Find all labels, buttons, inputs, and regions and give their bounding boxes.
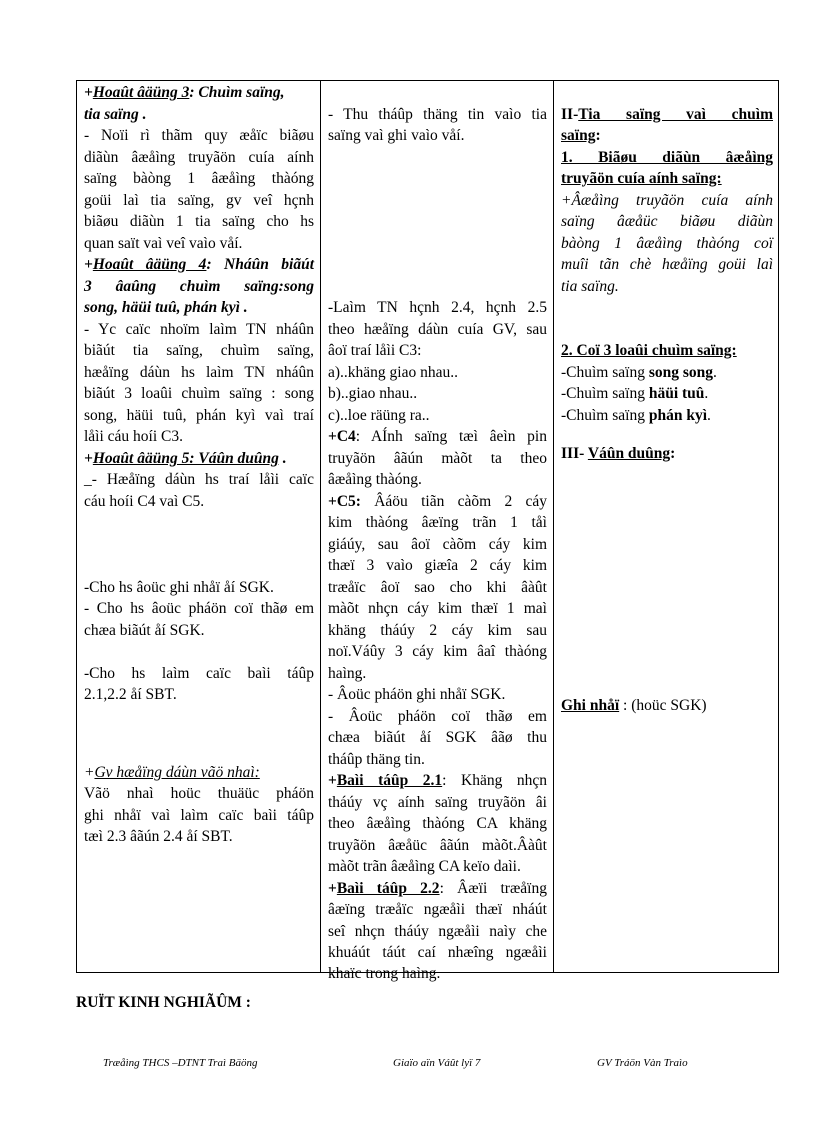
exercise-2-2: +Baìi táûp 2.2: Âæïi træåïng [328, 880, 547, 897]
exercise-2-1: +Baìi táûp 2.1: Khäng nhçn [328, 772, 547, 789]
extra-reading-student: tháûp thäng tin. [328, 751, 425, 768]
activity-4-text: låìi cáu hoíi C3. [84, 428, 184, 445]
answer-c: c)..loe räüng ra.. [328, 407, 430, 424]
ray-definition-text: saïng âæåüc biãøu diãùn [561, 213, 773, 230]
activity-4-text: - Yc caïc nhoïm laìm TN nháûn [84, 321, 314, 338]
teacher-activity-column [77, 81, 321, 972]
read-summary-student: - Âoüc pháön ghi nhåï SGK. [328, 686, 506, 703]
c5-answer-text: noï.Váûy 3 cáy kim âaî thàóng [328, 643, 547, 660]
extra-reading-student: - Âoüc pháön coï thãø em [328, 708, 547, 725]
beam-type-diverging: -Chuìm saïng phán kyì. [561, 407, 711, 424]
ray-definition-text: bàòng 1 âæåìng thàóng coï [561, 235, 773, 252]
exercise-2-1-text: truyãön âæåüc âãún màõt.Âàût [328, 837, 547, 854]
lesson-reflection-heading: RUÏT KINH NGHIÃÛM : [76, 994, 251, 1011]
activity-4-text: biãút tia saïng, chuìm saïng, [84, 342, 314, 359]
footer-teacher: GV Tráön Vàn Traìo [597, 1057, 688, 1069]
activity-3-text: - Noïi rì thãm quy æåïc biãøu [84, 127, 314, 144]
section-2-heading-cont: saïng: [561, 127, 601, 144]
exercise-2-2-text: khuáút táút caí nhæîng ngæåìi [328, 944, 547, 961]
exercise-2-1-text: theo âæåìng thàóng CA khäng [328, 815, 547, 832]
exercise-2-1-text: màõt trãn âæåìng CA keïo daìi. [328, 858, 521, 875]
ray-definition-text: tia saïng. [561, 278, 619, 295]
activity-4-text: biãút 3 loaûi chuìm saïng : song [84, 385, 314, 402]
activity-3-text: quan saït vaì veî vaìo våí. [84, 235, 243, 252]
student-activity-column [321, 81, 554, 982]
answer-a: a)..khäng giao nhau.. [328, 364, 458, 381]
c4-answer-text: truyãön âãún màõt ta theo [328, 450, 547, 467]
c5-answer: +C5: Âáöu tiãn càõm 2 cáy [328, 493, 547, 510]
c5-answer-text: træåïc âoï sao cho khi âàût [328, 579, 547, 596]
c5-answer-text: màõt nhçn cáy kim thæï 1 maì [328, 600, 547, 617]
activity-3-text: saïng bàòng 1 âæåìng thàóng [84, 170, 314, 187]
c4-answer-text: âæåìng thàóng. [328, 471, 422, 488]
activity-4-heading-cont: 3 âaûng chuìm saïng:song [84, 278, 314, 295]
experiment-text: âoï traí låìi C3: [328, 342, 422, 359]
homework-text: ghi nhåï vaì laìm caïc baìi táûp [84, 807, 314, 824]
homework-text: tæì 2.3 âãún 2.4 åí SBT. [84, 828, 233, 845]
ray-definition-text: +Âæåìng truyãön cuía aính [561, 192, 773, 209]
activity-4-heading: +Hoaût âäüng 4: Nháûn biãút [84, 256, 314, 273]
subsection-2-heading: 2. Coï 3 loaûi chuìm saïng: [561, 342, 737, 359]
exercise-2-1-text: tháúy vç aính saïng truyãön âi [328, 794, 547, 811]
summary-note: Ghi nhåï : (hoüc SGK) [561, 697, 707, 714]
read-summary-text: -Cho hs âoüc ghi nhåï åí SGK. [84, 579, 274, 596]
activity-3-heading: +Hoaût âäüng 3: Chuìm saïng, [84, 84, 285, 101]
section-3-heading: III- Váûn duûng: [561, 445, 676, 462]
ray-definition-text: muîi tãn chè hæåïng goüi laì [561, 256, 773, 273]
exercise-2-2-text: khaïc trong haìng. [328, 965, 441, 982]
lesson-table [76, 80, 779, 982]
activity-5-text: _- Hæåïng dáùn hs traí låìi caïc [84, 471, 314, 488]
homework-heading: +Gv hæåïng dáùn vãö nhaì: [84, 764, 260, 781]
activity-4-heading-cont: song, häüi tuû, phán kyì . [84, 299, 248, 316]
c5-answer-text: khäng tháúy 2 cáy kim sau [328, 622, 547, 639]
exercise-text: 2.1,2.2 åí SBT. [84, 686, 177, 703]
activity-5-heading: +Hoaût âäüng 5: Váûn duûng . [84, 450, 287, 467]
experiment-text: theo hæåïng dáùn cuía GV, sau [328, 321, 547, 338]
beam-type-converging: -Chuìm saïng häüi tuû. [561, 385, 709, 402]
c5-answer-text: thæï 3 vaìo giæîa 2 cáy kim [328, 557, 547, 574]
activity-3-text: biãøu diãùn 1 tia saïng cho hs [84, 213, 314, 230]
footer-school: Træåìng THCS –DTNT Traì Bäöng [103, 1057, 258, 1069]
student-task-text: - Thu tháûp thäng tin vaìo tia [328, 106, 547, 123]
answer-b: b)..giao nhau.. [328, 385, 418, 402]
activity-4-text: song, häüi tuû, phán kyì vaì traí [84, 407, 314, 424]
exercise-text: -Cho hs laìm caïc baìi táûp [84, 665, 314, 682]
extra-reading-student: chæa biãút åí SGK âãø thu [328, 729, 547, 746]
c5-answer-text: haìng. [328, 665, 367, 682]
lesson-content-column [554, 81, 779, 972]
beam-type-parallel: -Chuìm saïng song song. [561, 364, 717, 381]
extra-reading-text: - Cho hs âoüc pháön coï thãø em [84, 600, 314, 617]
c4-answer: +C4: AÍnh saïng tæì âeìn pin [328, 428, 547, 445]
c5-answer-text: kim thàóng âæïng trãn 1 tåì [328, 514, 547, 531]
activity-5-text: cáu hoíi C4 vaì C5. [84, 493, 205, 510]
footer-subject: Giaïo aïn Váût lyï 7 [393, 1057, 481, 1069]
subsection-1-heading: 1. Biãøu diãùn âæåìng [561, 149, 773, 166]
student-task-text: saïng vaì ghi vaìo våí. [328, 127, 465, 144]
exercise-2-2-text: seî nhçn tháúy ngæåìi naìy che [328, 923, 547, 940]
subsection-1-heading-cont: truyãön cuía aính saïng: [561, 170, 722, 187]
activity-3-heading-cont: tia saïng . [84, 106, 147, 123]
activity-4-text: hæåïng dáùn hs laìm TN nháûn [84, 364, 314, 381]
experiment-text: -Laìm TN hçnh 2.4, hçnh 2.5 [328, 299, 547, 316]
exercise-2-2-text: âæïng træåïc ngæåìi thæï nháút [328, 901, 547, 918]
c5-answer-text: giáúy, sau âoï càõm cáy kim [328, 536, 547, 553]
activity-3-text: diãùn âæåìng truyãön cuía aính [84, 149, 314, 166]
activity-3-text: goüi laì tia saïng, gv veî hçnh [84, 192, 314, 209]
homework-text: Vãö nhaì hoüc thuäüc pháön [84, 785, 314, 802]
section-2-heading: II-Tia saïng vaì chuìm [561, 106, 773, 123]
extra-reading-text: chæa biãút åí SGK. [84, 622, 205, 639]
